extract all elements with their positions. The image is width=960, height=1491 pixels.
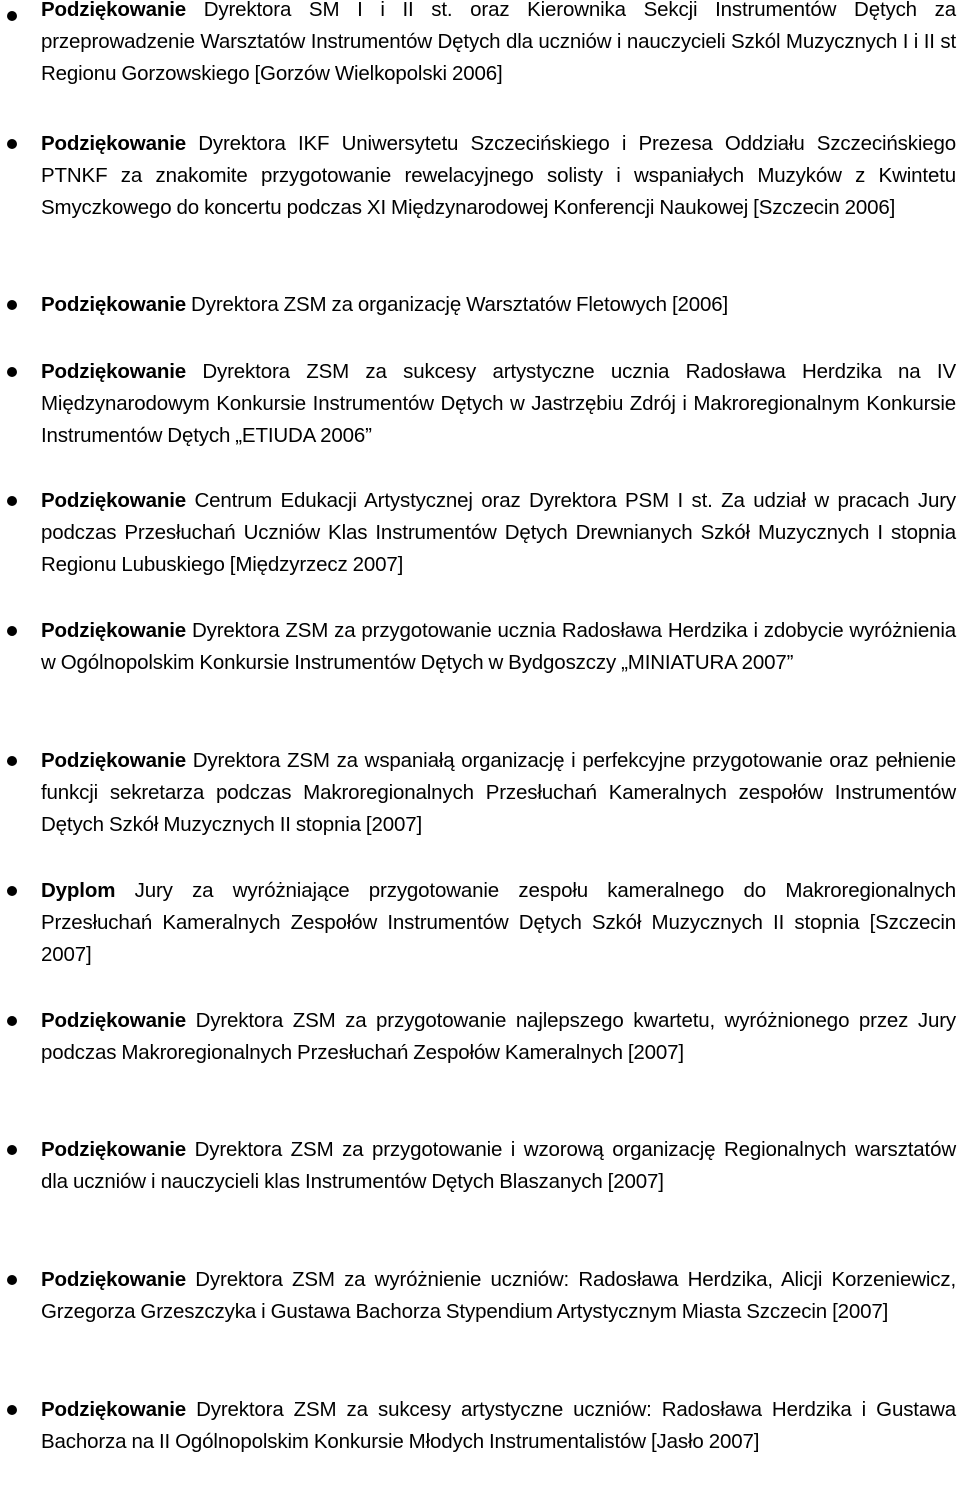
item-lead: Podziękowanie [41,0,187,21]
list-item-text [41,1005,956,1069]
list-item-text [41,289,956,321]
item-body: Dyrektora ZSM za przygotowanie najlepszego kwartetu, wyróżnionego przez Jury podczas Makroregionalnych Przesłuchań Zespołów Kameralnych [2007] [41,1009,956,1064]
item-body: Dyrektora ZSM za wspaniałą organizację i perfekcyjne przygotowanie oraz pełnienie funkcji sekretarza podczas Makroregionalnych Przesłuchań Kameralnych zespołów Instrumentów Dętych Szkół Muzycznych II stopnia [2007] [41,749,956,836]
bullet-icon [7,1016,17,1026]
bullet-icon [7,139,17,149]
list-item-text [41,128,956,224]
bullet-icon [7,1275,17,1285]
bullet-icon [7,496,17,506]
item-lead: Podziękowanie [41,1138,187,1161]
bullet-icon [7,756,17,766]
item-body: Dyrektora ZSM za przygotowanie ucznia Radosława Herdzika i zdobycie wyróżnienia w Ogólnopolskim Konkursie Instrumentów Dętych w Bydgoszczy „MINIATURA 2007” [41,619,956,674]
item-body: Dyrektora ZSM za sukcesy artystyczne uczniów: Radosława Herdzika i Gustawa Bachorza na II Ogólnopolskim Konkursie Młodych Instrumentalistów [Jasło 2007] [41,1398,956,1453]
item-body: Dyrektora ZSM za przygotowanie i wzorową organizację Regionalnych warsztatów dla uczniów i nauczycieli klas Instrumentów Dętych Blaszanych [2007] [41,1138,956,1193]
list-item-text [41,0,956,90]
item-body: Centrum Edukacji Artystycznej oraz Dyrektora PSM I st. Za udział w pracach Jury podczas Przesłuchań Uczniów Klas Instrumentów Dętych Drewnianych Szkół Muzycznych I stopnia Regionu Lubuskiego [Międzyrzecz 2007] [41,489,956,576]
list-item-text [41,356,956,452]
list-item-text [41,615,956,679]
list-item-text [41,1264,956,1328]
bullet-icon [7,626,17,636]
item-body: Dyrektora ZSM za wyróżnienie uczniów: Radosława Herdzika, Alicji Korzeniewicz, Grzegorza Grzeszczyka i Gustawa Bachorza Stypendium Artystycznym Miasta Szczecin [2007] [41,1268,956,1323]
bullet-icon [7,11,17,21]
item-lead: Podziękowanie [41,1268,187,1291]
item-lead: Podziękowanie [41,293,187,316]
list-item-text [41,875,956,971]
item-lead: Podziękowanie [41,132,187,155]
item-body: Dyrektora ZSM za sukcesy artystyczne ucznia Radosława Herdzika na IV Międzynarodowym Konkursie Instrumentów Dętych w Jastrzębiu Zdrój i Makroregionalnym Konkursie Instrumentów Dętych „ETIUDA 2006” [41,360,956,447]
list-item-text [41,745,956,841]
item-lead: Podziękowanie [41,1398,187,1421]
item-lead: Podziękowanie [41,1009,187,1032]
item-body: Dyrektora SM I i II st. oraz Kierownika Sekcji Instrumentów Dętych za przeprowadzenie Warsztatów Instrumentów Dętych dla uczniów i nauczycieli Szkól Muzycznych I i II st Regionu Gorzowskiego [Gorzów Wielkopolski 2006] [41,0,956,85]
item-body: Jury za wyróżniające przygotowanie zespołu kameralnego do Makroregionalnych Przesłuchań Kameralnych Zespołów Instrumentów Dętych Szkół Muzycznych II stopnia [Szczecin 2007] [41,879,956,966]
list-item-text [41,1394,956,1458]
item-body: Dyrektora IKF Uniwersytetu Szczecińskiego i Prezesa Oddziału Szczecińskiego PTNKF za znakomite przygotowanie rewelacyjnego solisty i wspaniałych Muzyków z Kwintetu Smyczkowego do koncertu podczas XI Międzynarodowej Konferencji Naukowej [Szczecin 2006] [41,132,956,219]
item-lead: Dyplom [41,879,116,902]
bullet-icon [7,1145,17,1155]
list-item-text [41,485,956,581]
bullet-icon [7,300,17,310]
bullet-icon [7,367,17,377]
bullet-icon [7,886,17,896]
item-lead: Podziękowanie [41,749,187,772]
item-body: Dyrektora ZSM za organizację Warsztatów Fletowych [2006] [186,293,729,316]
item-lead: Podziękowanie [41,360,187,383]
list-item-text [41,1134,956,1198]
item-lead: Podziękowanie [41,489,187,512]
bullet-icon [7,1405,17,1415]
item-lead: Podziękowanie [41,619,187,642]
